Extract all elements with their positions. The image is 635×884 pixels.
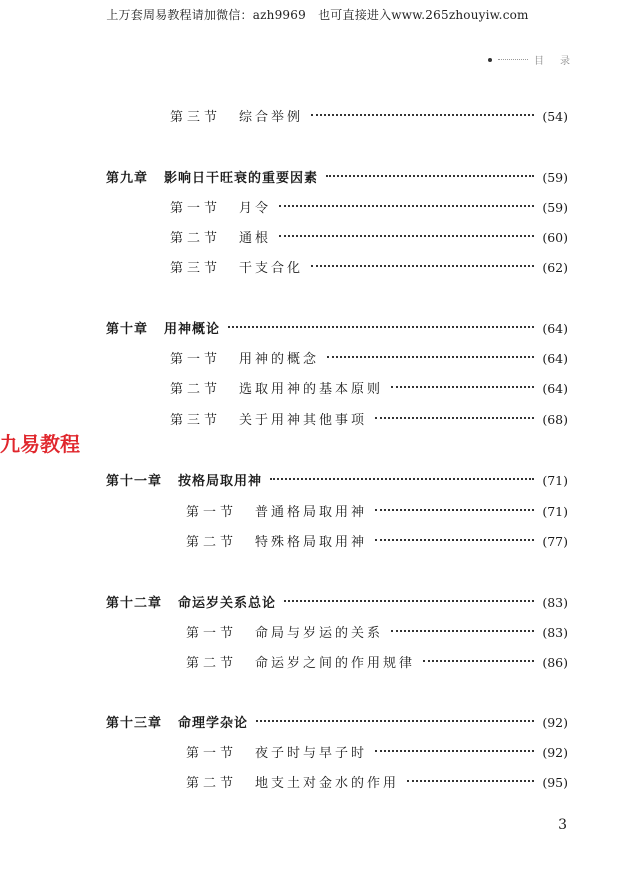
toc-entry-title: 按格局取用神 xyxy=(178,474,263,489)
dot-leader xyxy=(326,175,534,177)
toc-entry-page: (54) xyxy=(542,109,568,124)
toc-entry-page: (92) xyxy=(542,715,568,730)
toc-chapter-entry xyxy=(106,319,568,339)
toc-entry-title: 命运岁关系总论 xyxy=(178,596,277,611)
toc-entry-title: 命理学杂论 xyxy=(178,716,249,731)
toc-entry xyxy=(186,743,568,763)
toc-chapter-entry xyxy=(106,471,568,491)
toc-entry-page: (83) xyxy=(542,595,568,610)
toc-entry-number: 第十章 xyxy=(106,322,149,337)
toc-entry-page: (83) xyxy=(542,625,568,640)
toc-entry xyxy=(170,107,568,127)
dot-leader xyxy=(391,630,534,632)
toc-entry-number: 第十一章 xyxy=(106,474,163,489)
dot-leader xyxy=(375,417,534,419)
toc-entry-page: (86) xyxy=(542,655,568,670)
toc-entry-page: (60) xyxy=(542,230,568,245)
running-head xyxy=(488,52,573,67)
toc-entry-number: 第一节 xyxy=(186,746,238,761)
bullet-dot-icon xyxy=(488,58,492,62)
toc-entry-number: 第一节 xyxy=(186,505,238,520)
toc-entry-page: (71) xyxy=(542,504,568,519)
toc-entry-title: 关于用神其他事项 xyxy=(239,413,368,428)
toc-entry-page: (59) xyxy=(542,200,568,215)
toc-chapter-entry xyxy=(106,593,568,613)
toc-entry-number: 第九章 xyxy=(106,171,149,186)
toc-entry-page: (68) xyxy=(542,412,568,427)
toc-entry-title: 命局与岁运的关系 xyxy=(255,626,384,641)
toc-entry xyxy=(170,349,568,369)
toc-entry-title: 选取用神的基本原则 xyxy=(239,382,384,397)
toc-entry xyxy=(186,653,568,673)
toc-entry xyxy=(186,773,568,793)
toc-entry-title: 地支土对金水的作用 xyxy=(255,776,400,791)
toc-entry-page: (64) xyxy=(542,321,568,336)
toc-entry-title: 特殊格局取用神 xyxy=(255,535,368,550)
header-banner: 上万套周易教程请加微信：azh9969 也可直接进入www.265zhouyiw.com xyxy=(106,8,529,22)
toc-entry-title: 命运岁之间的作用规律 xyxy=(255,656,416,671)
dot-leader xyxy=(279,235,534,237)
toc-entry-title: 夜子时与早子时 xyxy=(255,746,368,761)
toc-entry-title: 干支合化 xyxy=(239,261,304,276)
dot-leader xyxy=(391,386,534,388)
running-head-label: 目 录 xyxy=(534,56,573,67)
toc-entry xyxy=(186,502,568,522)
toc-entry-title: 用神的概念 xyxy=(239,352,320,367)
toc-entry-number: 第二节 xyxy=(170,382,222,397)
watermark-label: 九易教程 xyxy=(0,432,80,456)
toc-entry-number: 第十三章 xyxy=(106,716,163,731)
dot-leader xyxy=(423,660,534,662)
dot-leader xyxy=(279,205,534,207)
toc-entry xyxy=(170,198,568,218)
toc-entry-number: 第二节 xyxy=(186,656,238,671)
toc-entry-page: (59) xyxy=(542,170,568,185)
toc-entry-page: (64) xyxy=(542,381,568,396)
dot-leader xyxy=(256,720,534,722)
toc-entry-number: 第三节 xyxy=(170,413,222,428)
dot-leader xyxy=(228,326,534,328)
toc-entry-page: (77) xyxy=(542,534,568,549)
dot-leader xyxy=(284,600,534,602)
toc-entry-title: 普通格局取用神 xyxy=(255,505,368,520)
toc-entry-title: 影响日干旺衰的重要因素 xyxy=(164,171,319,186)
toc-entry-number: 第一节 xyxy=(170,201,222,216)
toc-entry-page: (64) xyxy=(542,351,568,366)
toc-entry-number: 第三节 xyxy=(170,261,222,276)
toc-entry-number: 第三节 xyxy=(170,110,222,125)
toc-entry-title: 综合举例 xyxy=(239,110,304,125)
dot-leader xyxy=(375,750,534,752)
toc-entry-number: 第二节 xyxy=(170,231,222,246)
toc-entry xyxy=(170,258,568,278)
toc-chapter-entry xyxy=(106,168,568,188)
toc-entry-number: 第十二章 xyxy=(106,596,163,611)
toc-entry-title: 用神概论 xyxy=(164,322,221,337)
dot-leader xyxy=(375,539,534,541)
toc-entry-number: 第一节 xyxy=(186,626,238,641)
toc-entry-title: 通根 xyxy=(239,231,272,246)
dot-leader xyxy=(327,356,534,358)
toc-entry-number: 第二节 xyxy=(186,776,238,791)
dot-leader xyxy=(311,265,534,267)
toc-entry-title: 月令 xyxy=(239,201,272,216)
dot-leader xyxy=(270,478,534,480)
dot-leader xyxy=(407,780,534,782)
header-rule xyxy=(498,59,528,60)
toc-entry-page: (92) xyxy=(542,745,568,760)
toc-entry xyxy=(186,532,568,552)
toc-entry-number: 第一节 xyxy=(170,352,222,367)
dot-leader xyxy=(311,114,534,116)
dot-leader xyxy=(375,509,534,511)
toc-entry-number: 第二节 xyxy=(186,535,238,550)
toc-entry xyxy=(170,379,568,399)
toc-chapter-entry xyxy=(106,713,568,733)
toc-entry-page: (71) xyxy=(542,473,568,488)
toc-entry xyxy=(186,623,568,643)
page-number: 3 xyxy=(558,817,567,833)
toc-entry xyxy=(170,410,568,430)
toc-entry xyxy=(170,228,568,248)
toc-entry-page: (62) xyxy=(542,260,568,275)
toc-entry-page: (95) xyxy=(542,775,568,790)
